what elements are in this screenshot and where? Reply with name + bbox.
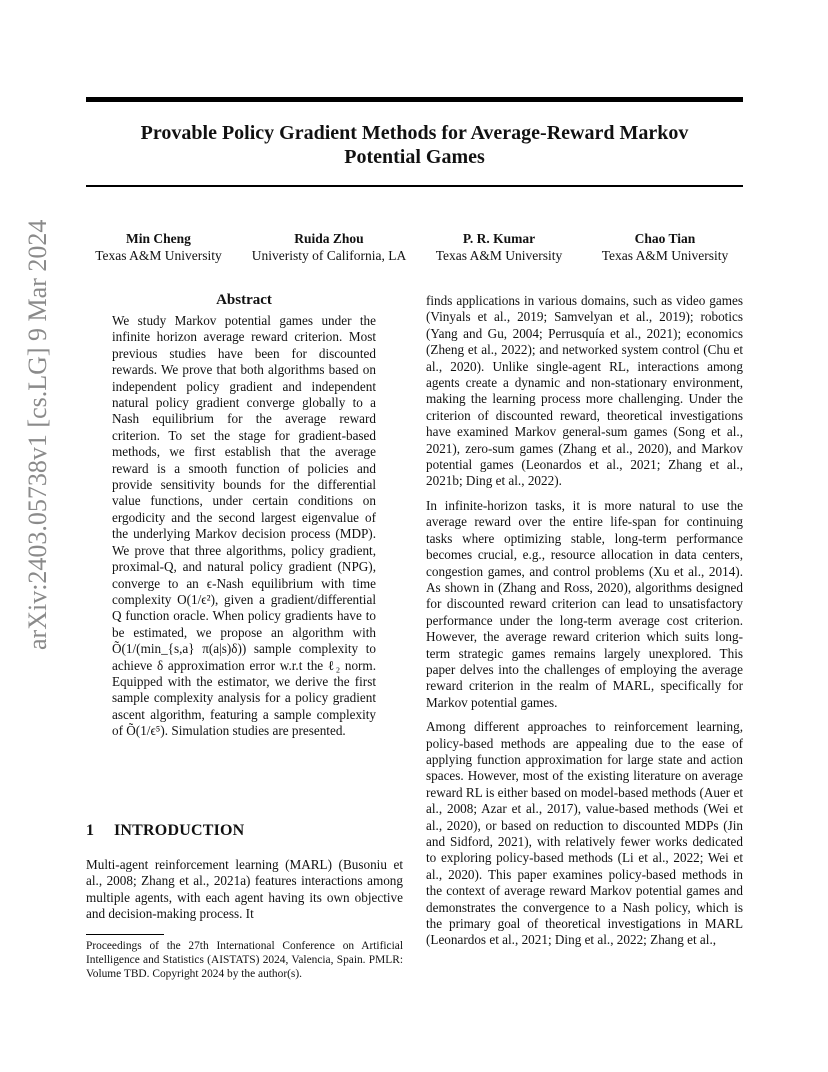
paper-title [86, 121, 743, 169]
abstract-text: We study Markov potential games under the infinite horizon average reward criterion. Most previous studies have been for discounted rewards. We prove that both algorithms based on independent policy gradient and independent natural policy gradient converge globally to a Nash equilibrium for the average reward criterion. To set the stage for gradient-based methods, we first establish that the average reward is a smooth function of policies and provide sensitivity bounds for the differential value functions, under certain conditions on ergodicity and the second largest eigenvalue of the underlying Markov decision process (MDP). We prove that three algorithms, policy gradient, proximal-Q, and natural policy gradient (NPG), converge to an ϵ-Nash equilibrium with time complexity O(1/ϵ²), given a gradient/differential Q function oracle. When policy gradients have to be estimated, we propose an algorithm with Õ(1/(min_{s,a} π(a|s)δ)) sample complexity to achieve δ approximation error w.r.t the ℓ₂ norm. Equipped with the estimator, we derive the first sample complexity analysis for a policy gradient ascent algorithm, featuring a sample complexity of Õ(1/ϵ⁵). Simulation studies are presented. [112, 313, 376, 739]
title-line-1: Provable Policy Gradient Methods for Average-Reward Markov [140, 122, 689, 144]
arxiv-identifier[interactable]: arXiv:2403.05738v1 [cs.LG] 9 Mar 2024 [23, 219, 52, 650]
author-block [592, 230, 738, 264]
section-title: INTRODUCTION [114, 822, 245, 839]
paragraph: Among different approaches to reinforcement learning, policy-based methods are appealing due to the ease of applying function approximation for large state and action spaces. However, most of the existing literature on average reward RL is either based on model-based methods (Auer et al., 2008; Azar et al., 2017), value-based methods (Wei et al., 2020), or based on reduction to discounted MDPs (Jin and Sidford, 2021), with relatively fewer works dedicated to exploring policy-based methods (Li et al., 2022; Wei et al., 2020). This paper examines policy-based methods in the context of average reward Markov potential games and demonstrates the convergence to a Nash policy, which is the primary goal of theoretical investigations in MARL (Leonardos et al., 2021; Ding et al., 2022; Zhang et al., [426, 719, 744, 948]
intro-text: Multi-agent reinforcement learning (MARL) (Busoniu et al., 2008; Zhang et al., 2021a) features interactions among multiple agents, with each agent having its own objective and decision-making process. It [86, 857, 403, 922]
author-name: Chao Tian [634, 231, 696, 246]
abstract-body [112, 313, 376, 740]
author-name: Ruida Zhou [294, 231, 364, 246]
author-name: Min Cheng [126, 231, 191, 246]
abstract-heading: Abstract [216, 292, 272, 308]
title-rule-top [86, 97, 743, 102]
paragraph: finds applications in various domains, such as video games (Vinyals et al., 2019; Samvelyan et al., 2019); robotics (Yang and Gu, 2004; Perrusquía et al., 2021); economics (Zheng et al., 2022); and networked system control (Chu et al., 2020). Unlike single-agent RL, interactions among agents create a dynamic and non-stationary environment, making the learning process more challenging. Under the criterion of discounted reward, theoretical investigations have examined Markov general-sum games (Song et al., 2021), zero-sum games (Zhang et al., 2020), and Markov potential games (Leonardos et al., 2021; Zhang et al., 2021b; Ding et al., 2022). [426, 293, 743, 489]
intro-paragraph [86, 857, 403, 923]
right-column [426, 293, 743, 957]
footnote-rule [86, 934, 164, 935]
title-rule-bottom [86, 185, 743, 187]
author-name: P. R. Kumar [462, 231, 536, 246]
author-affiliation: Texas A&M University [95, 248, 222, 263]
author-block [240, 230, 418, 264]
author-affiliation: Texas A&M University [435, 248, 563, 263]
section-heading [86, 822, 244, 840]
author-block [426, 230, 572, 264]
author-block [86, 230, 231, 264]
paragraph: In infinite-horizon tasks, it is more natural to use the average reward over the entire life-span for continuing tasks where optimizing stable, long-term performance becomes crucial, e.g., resource allocation in data centers, congestion games, and control problems (Xu et al., 2014). As shown in (Zhang and Ross, 2020), algorithms designed for discounted reward criterion can lead to unsatisfactory performance under the long-term average cost criterion. However, the average reward criterion which suits long-term strategic games remains largely unexplored. This paper delves into the challenges of employing the average reward criterion in the realm of MARL, specifically for Markov potential games. [426, 497, 743, 710]
author-affiliation: Texas A&M University [601, 248, 729, 263]
footnote: Proceedings of the 27th International Conference on Artificial Intelligence and Statistics (AISTATS) 2024, Valencia, Spain. PMLR: Volume TBD. Copyright 2024 by the author(s). [86, 940, 403, 981]
section-number: 1 [86, 822, 95, 839]
title-line-2: Potential Games [344, 146, 485, 168]
author-affiliation: Univeristy of California, LA [251, 248, 407, 263]
